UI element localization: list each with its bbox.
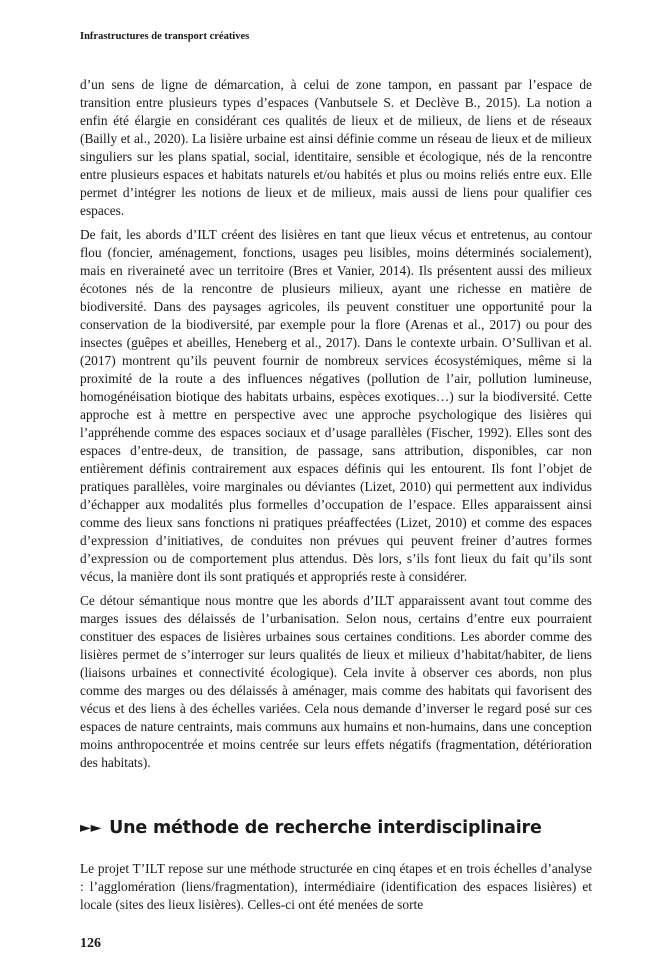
paragraph-4: Le projet T’ILT repose sur une méthode structurée en cinq étapes et en trois échelles d’analyse : l’agglomération (liens/fragmentation), intermédiaire (identification des espaces lisières) et locale (sites des lieux lisières). Celles-ci ont été menées de sorte [80, 861, 592, 912]
paragraph-3: Ce détour sémantique nous montre que les abords d’ILT apparaissent avant tout comme des marges issues des délaissés de l’urbanisation. Selon nous, certains d’entre eux pourraient constituer des espaces de lisières urbaines sous certaines conditions. Les aborder comme des lisières permet de s’interroger sur leurs qualités de lieux et milieux d’habitat/habiter, de liens (liaisons urbaines et connectivité écologique). Cela invite à observer ces abords, non plus comme des marges ou des délaissés à aménager, mais comme des habitats qui favorisent des vécus et des liens à des échelles variées. Cela nous demande d’inverser le regard posé sur ces espaces de nature centraints, mais communs aux humains et non-humains, dans une conception moins anthropocentrée et moins centrée sur leurs effets négatifs (fragmentation, détérioration des habitats). [80, 593, 592, 770]
paragraph-2: De fait, les abords d’ILT créent des lisières en tant que lieux vécus et entretenus, au contour flou (foncier, aménagement, fonctions, usages peu lisibles, moins déterminés socialement), mais en riveraineté avec un territoire (Bres et Vanier, 2014). Ils présentent aussi des milieux écotones nés de la rencontre de plusieurs milieux, ayant une richesse en matière de biodiversité. Dans des paysages agricoles, ils peuvent constituer une opportunité pour la conservation de la biodiversité, par exemple pour la flore (Arenas et al., 2017) ou pour des insectes (guêpes et abeilles, Heneberg et al., 2017). Dans le contexte urbain. O’Sullivan et al. (2017) montrent qu’ils peuvent fournir de nombreux services écosystémiques, même si la proximité de la route a des influences négatives (pollution de l’air, pollution lumineuse, homogénéisation biotique des habitats urbains, espèces exotiques…) sur la biodiversité. Cette approche est à mettre en perspective avec une approche psychologique des lisières qui l’appréhende comme des espaces sociaux et d’usage parallèles (Fischer, 1992). Elles sont des espaces d’entre-deux, de transition, de passage, sans attribution, disponibles, car non entièrement définis contrairement aux espaces définis qui les entourent. Ils font l’objet de pratiques parallèles, voire marginales ou déviantes (Lizet, 2010) qui permettent aux individus d’échapper aux modalités plus formelles d’occupation de l’espace. Elles apparaissent ainsi comme des lieux sans fonctions ni pratiques préaffectées (Lizet, 2010) et comme des espaces d’expression d’initiatives, de conduites non prévues qui peuvent freiner d’autres formes d’expression ou de comportement plus attendus. Dès lors, s’ils font lieux du fait qu’ils sont vécus, la manière dont ils sont pratiqués et appropriés reste à considérer. [80, 227, 592, 584]
body-text [80, 76, 592, 778]
paragraph-1: d’un sens de ligne de démarcation, à celui de zone tampon, en passant par l’espace de transition entre plusieurs types d’espaces (Vanbutsele S. et Declève B., 2015). La notion a enfin été élargie en considérant ces qualités de lieux et de milieux, de liens et de réseaux (Bailly et al., 2020). La lisière urbaine est ainsi définie comme un réseau de lieux et de milieux singuliers sur les plans spatial, social, identitaire, sensible et écologique, nés de la rencontre entre plusieurs espaces et habitats naturels et/ou habités et plus ou moins reliés entre eux. Elle permet d’intégrer les notions de lieux et de milieux, mais aussi de liens pour qualifier ces espaces. [80, 77, 592, 218]
double-chevron-right-icon: ►► [80, 820, 102, 836]
running-header: Infrastructures de transport créatives [80, 31, 250, 42]
section-title: Une méthode de recherche interdisciplinaire [109, 818, 542, 838]
section-heading [80, 818, 600, 838]
page-number: 126 [80, 936, 101, 951]
